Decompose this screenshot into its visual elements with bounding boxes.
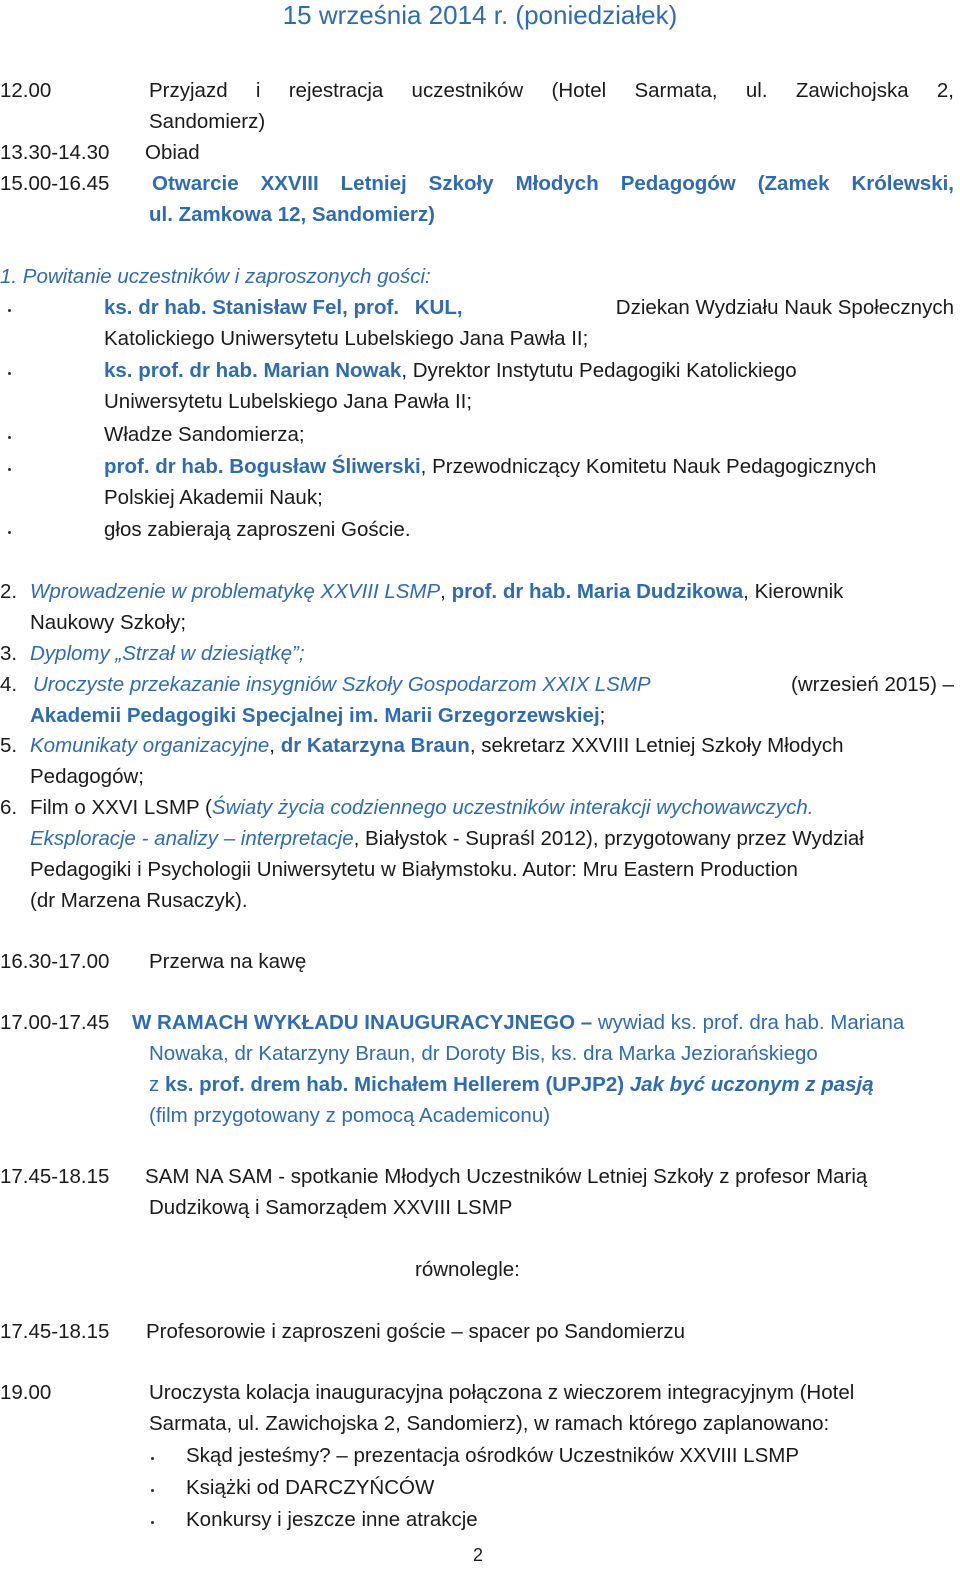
dinner-text-2: Sarmata, ul. Zawichojska 2, Sandomierz), w ramach którego zaplanowano:	[149, 1412, 830, 1435]
bullet	[151, 1457, 154, 1460]
item-5	[30, 731, 844, 761]
item-6-film-title: Światy życia codziennego uczestników interakcji wychowawczych.	[211, 796, 814, 819]
item-4	[33, 670, 954, 700]
time-17-00: 17.00-17.45	[0, 1011, 110, 1034]
lunch-text: Obiad	[145, 141, 200, 164]
time-12-00: 12.00	[0, 79, 52, 102]
item-4-date: (wrzesień 2015) –	[791, 673, 954, 696]
dinner-item-3: Konkursy i jeszcze inne atrakcje	[186, 1508, 478, 1531]
item-2-person: prof. dr hab. Maria Dudzikowa	[451, 580, 744, 603]
lecture-title: Jak być uczonym z pasją	[629, 1073, 874, 1096]
item-3-title: Dyplomy „Strzał w dziesiątkę”;	[30, 642, 305, 665]
item-5-role: , sekretarz XXVIII Letniej Szkoły Młodych	[469, 734, 844, 757]
parallel-label: równolegle:	[415, 1258, 520, 1281]
arrival-text: Przyjazd i rejestracja uczestników (Hotel Sarmata, ul. Zawichojska 2,	[149, 79, 954, 102]
guest-fel-role-2: Katolickiego Uniwersytetu Lubelskiego Jana Pawła II;	[104, 327, 589, 350]
item-4-line-2	[30, 701, 605, 731]
item-2-sep: ,	[440, 580, 446, 603]
dinner-item-1: Skąd jesteśmy? – prezentacja ośrodków Uczestników XXVIII LSMP	[186, 1444, 799, 1467]
bullet	[151, 1489, 154, 1492]
item-4-recipient: Akademii Pedagogiki Specjalnej im. Marii Grzegorzewskiej	[30, 704, 600, 727]
arrival-text-2: Sandomierz)	[149, 110, 266, 133]
bullet	[8, 436, 11, 439]
time-17-45: 17.45-18.15	[0, 1165, 110, 1188]
page-number: 2	[472, 1545, 483, 1565]
lecture-line-3	[149, 1070, 874, 1100]
item-6-line-1	[30, 793, 813, 823]
welcome-title: 1. Powitanie uczestników i zaproszonych gości:	[0, 265, 431, 288]
item-4-number: 4.	[0, 673, 18, 696]
lecture-z: z	[149, 1073, 160, 1096]
guest-nowak	[104, 356, 954, 386]
guest-sliwerski-name: prof. dr hab. Bogusław Śliwerski	[104, 455, 421, 478]
guest-sliwerski	[104, 452, 954, 482]
item-6-line-4: (dr Marzena Rusaczyk).	[30, 889, 248, 912]
lecture-interview: wywiad ks. prof. dra hab. Mariana	[597, 1011, 905, 1034]
day-heading: 15 września 2014 r. (poniedziałek)	[282, 0, 678, 30]
item-3-number: 3.	[0, 642, 18, 665]
guest-nowak-role-2: Uniwersytetu Lubelskiego Jana Pawła II;	[104, 390, 473, 413]
guest-nowak-name: ks. prof. dr hab. Marian Nowak	[104, 359, 402, 382]
item-6-film-title-2: Eksploracje - analizy – interpretacje	[30, 827, 354, 850]
guest-nowak-role: , Dyrektor Instytutu Pedagogiki Katolickiego	[401, 359, 797, 382]
lecture-heller: ks. prof. drem hab. Michałem Hellerem (UPJP2)	[164, 1073, 625, 1096]
coffee-break: Przerwa na kawę	[149, 950, 307, 973]
item-2-title: Wprowadzenie w problematykę XXVIII LSMP	[30, 580, 441, 603]
bullet	[151, 1521, 154, 1524]
item-6-film: Film o XXVI LSMP (	[30, 796, 212, 819]
sam-na-sam: SAM NA SAM - spotkanie Młodych Uczestników Letniej Szkoły z profesor Marią	[145, 1165, 868, 1188]
lecture-heading: W RAMACH WYKŁADU INAUGURACYJNEGO –	[132, 1011, 593, 1034]
guest-sliwerski-role-2: Polskiej Akademii Nauk;	[104, 486, 323, 509]
item-2-role: , Kierownik	[743, 580, 844, 603]
opening-text-2: ul. Zamkowa 12, Sandomierz)	[149, 203, 435, 226]
item-6-line-2	[30, 824, 864, 854]
guest-others: głos zabierają zaproszeni Goście.	[104, 518, 411, 541]
time-16-30: 16.30-17.00	[0, 950, 110, 973]
item-6-number: 6.	[0, 796, 18, 819]
sam-na-sam-2: Dudzikową i Samorządem XXVIII LSMP	[149, 1196, 513, 1219]
item-5-number: 5.	[0, 734, 18, 757]
time-19-00: 19.00	[0, 1381, 52, 1404]
lecture-line-2: Nowaka, dr Katarzyny Braun, dr Doroty Bis, ks. dra Marka Jeziorańskiego	[149, 1042, 818, 1065]
item-6-line-3: Pedagogiki i Psychologii Uniwersytetu w Białymstoku. Autor: Mru Eastern Production	[30, 858, 798, 881]
item-5-title: Komunikaty organizacyjne	[30, 734, 270, 757]
guest-sliwerski-role: , Przewodniczący Komitetu Nauk Pedagogicznych	[420, 455, 877, 478]
dinner-item-2: Książki od DARCZYŃCÓW	[186, 1476, 435, 1499]
item-4-title: Uroczyste przekazanie insygniów Szkoły Gospodarzom XXIX LSMP	[33, 673, 651, 696]
item-5-sep: ,	[269, 734, 275, 757]
guest-fel	[104, 293, 954, 323]
item-6-film-info: , Białystok - Supraśl 2012), przygotowany przez Wydział	[353, 827, 864, 850]
time-13-30: 13.30-14.30	[0, 141, 110, 164]
opening-text: Otwarcie XXVIII Letniej Szkoły Młodych Pedagogów (Zamek Królewski,	[152, 172, 954, 195]
dinner-text: Uroczysta kolacja inauguracyjna połączona z wieczorem integracyjnym (Hotel	[149, 1381, 855, 1404]
item-5-role-2: Pedagogów;	[30, 765, 144, 788]
item-5-person: dr Katarzyna Braun	[280, 734, 470, 757]
item-4-end: ;	[599, 704, 606, 727]
guest-fel-name: ks. dr hab. Stanisław Fel, prof.	[104, 296, 400, 319]
item-2-number: 2.	[0, 580, 18, 603]
item-2-role-2: Naukowy Szkoły;	[30, 611, 187, 634]
lecture-line-1	[132, 1008, 904, 1038]
lecture-line-4: (film przygotowany z pomocą Academiconu)	[149, 1104, 551, 1127]
bullet	[8, 531, 11, 534]
guest-fel-role: Dziekan Wydziału Nauk Społecznych	[615, 296, 954, 319]
bullet	[8, 309, 11, 312]
walk-text: Profesorowie i zaproszeni goście – spacer po Sandomierzu	[146, 1320, 685, 1343]
bullet	[8, 468, 11, 471]
item-2	[30, 577, 843, 607]
guest-fel-kul: KUL,	[414, 296, 463, 319]
guest-authorities: Władze Sandomierza;	[104, 423, 305, 446]
time-17-45-walk: 17.45-18.15	[0, 1320, 110, 1343]
bullet	[8, 372, 11, 375]
time-15-00: 15.00-16.45	[0, 172, 110, 195]
